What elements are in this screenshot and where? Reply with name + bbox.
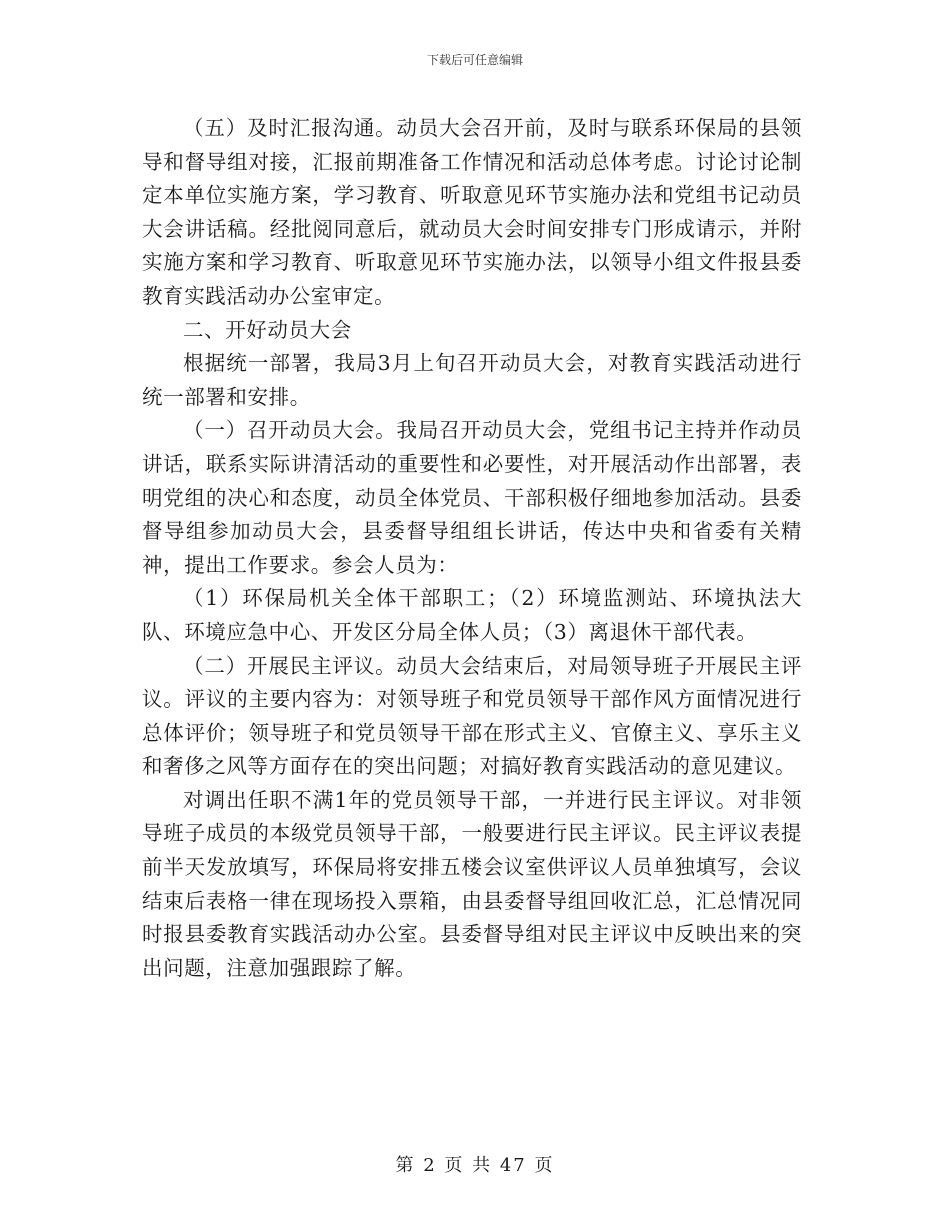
paragraph-unified-deployment: 根据统一部署，我局3月上旬召开动员大会，对教育实践活动进行统一部署和安排。 [142,351,802,409]
section-heading-mobilization: 二、开好动员大会 [183,317,352,342]
paragraph-evaluation-details: 对调出任职不满1年的党员领导干部，一并进行民主评议。对非领导班子成员的本级党员领导干部，一般要进行民主评议。民主评议表提前半天发放填写，环保局将安排五楼会议室供评议人员单独填写，会议结束后表格一律在现场投入票箱，由县委督导组回收汇总，汇总情况同时报县委教育实践活动办公室。县委督导组对民主评议中反映出来的突出问题，注意加强跟踪了解。 [142,787,802,980]
page-header: 下载后可任意编辑 [426,53,523,67]
paragraph-hold-meeting: （一）召开动员大会。我局召开动员大会，党组书记主持并作动员讲话，联系实际讲清活动的重要性和必要性，对开展活动作出部署，表明党组的决心和态度，动员全体党员、干部积极仔细地参加活动。县委督导组参加动员大会，县委督导组组长讲话，传达中央和省委有关精神，提出工作要求。参会人员为： [142,418,802,577]
paragraph-report-communication: （五）及时汇报沟通。动员大会召开前，及时与联系环保局的县领导和督导组对接，汇报前期准备工作情况和活动总体考虑。讨论讨论制定本单位实施方案，学习教育、听取意见环节实施办法和党组书记动员大会讲话稿。经批阅同意后，就动员大会时间安排专门形成请示，并附实施方案和学习教育、听取意见环节实施办法，以领导小组文件报县委教育实践活动办公室审定。 [142,116,802,308]
paragraph-democratic-evaluation: （二）开展民主评议。动员大会结束后，对局领导班子开展民主评议。评议的主要内容为：对领导班子和党员领导干部作风方面情况进行总体评价；领导班子和党员领导干部在形式主义、官僚主义、享乐主义和奢侈之风等方面存在的突出问题；对搞好教育实践活动的意见建议。 [142,653,802,779]
page-number: 第 2 页 共 47 页 [395,1155,555,1176]
document-body [142,112,802,985]
paragraph-attendees: （1）环保局机关全体干部职工；（2）环境监测站、环境执法大队、环境应急中心、开发区分局全体人员；（3）离退休干部代表。 [142,586,802,644]
